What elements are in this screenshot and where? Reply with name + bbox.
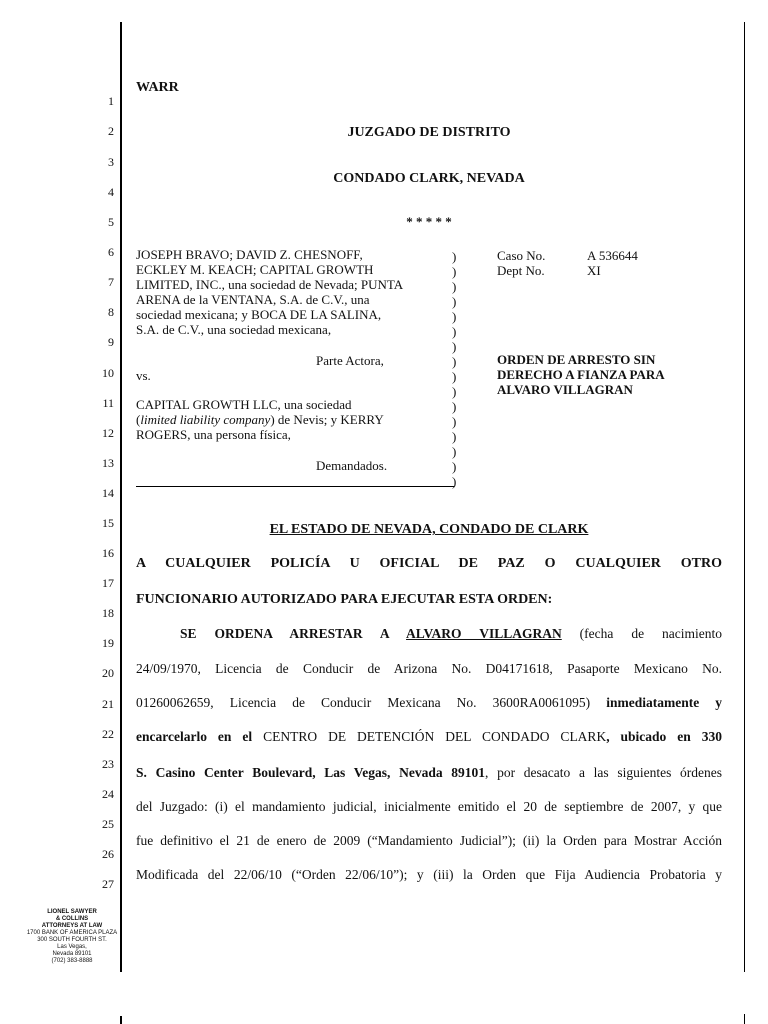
line-number: 14 xyxy=(102,486,114,500)
line-number: 18 xyxy=(102,606,114,620)
caption-paren: ) xyxy=(452,414,457,429)
firm-address-line: 300 SOUTH FOURTH ST. xyxy=(37,937,107,943)
order-paragraph-line: del Juzgado: (i) el mandamiento judicial, inicialmente emitido el 20 de septiembre de 2007, y que xyxy=(136,799,722,814)
order-title xyxy=(497,352,737,397)
dept-number-label: Dept No. xyxy=(497,263,545,278)
caption-paren: ) xyxy=(452,429,457,444)
caption-paren: ) xyxy=(452,294,457,309)
state-heading xyxy=(136,522,722,538)
state-heading-text: EL ESTADO DE NEVADA, CONDADO DE CLARK xyxy=(269,522,589,537)
order-paragraph-line xyxy=(136,686,722,720)
versus-label: vs. xyxy=(136,368,151,383)
caption-paren: ) xyxy=(452,399,457,414)
line-number: 19 xyxy=(102,636,114,650)
line-number: 6 xyxy=(108,245,114,259)
defendant-company-type: limited liability company xyxy=(140,412,271,427)
defendant-line: CAPITAL GROWTH LLC, una sociedad xyxy=(136,397,352,412)
firm-address-line: Nevada 89101 xyxy=(52,951,92,957)
order-paragraph-line xyxy=(136,720,722,754)
caption-paren: ) xyxy=(452,309,457,324)
county-name: CONDADO CLARK, NEVADA xyxy=(333,171,525,186)
line-number: 17 xyxy=(102,576,114,590)
case-number-value: A 536644 xyxy=(587,248,638,263)
order-title-line: DERECHO A FIANZA PARA xyxy=(497,367,665,382)
firm-name-line: LIONEL SAWYER xyxy=(47,909,97,915)
detention-center-name: CENTRO DE DETENCIÓN DEL CONDADO CLARK xyxy=(263,729,607,744)
caption-paren: ) xyxy=(452,279,457,294)
case-number-label: Caso No. xyxy=(497,248,546,263)
line-number: 12 xyxy=(102,426,114,440)
order-lead: SE ORDENA ARRESTAR A xyxy=(180,626,407,641)
caption-paren: ) xyxy=(452,444,457,459)
order-paragraph-line xyxy=(136,756,722,790)
line-number: 7 xyxy=(108,275,114,289)
plaintiff-line: ARENA de la VENTANA, S.A. de C.V., una xyxy=(136,292,370,307)
defendant-line-rest: ) de Nevis; y KERRY xyxy=(270,412,384,427)
address-line-1: A CUALQUIER POLICÍA U OFICIAL DE PAZ O CUALQUIER OTRO xyxy=(136,556,722,571)
line-number: 8 xyxy=(108,305,114,319)
firm-tagline: ATTORNEYS AT LAW xyxy=(41,923,103,929)
plaintiff-line: JOSEPH BRAVO; DAVID Z. CHESNOFF, xyxy=(136,247,363,262)
caption-underline xyxy=(136,486,454,487)
line-number: 20 xyxy=(102,666,114,680)
order-paragraph-line: 24/09/1970, Licencia de Conducir de Arizona No. D04171618, Pasaporte Mexicano No. xyxy=(136,661,722,676)
plaintiff-line: S.A. de C.V., una sociedad mexicana, xyxy=(136,322,332,337)
right-margin-rule-next-page xyxy=(744,1014,745,1024)
firm-phone: (702) 383-8888 xyxy=(51,958,93,964)
line-number: 25 xyxy=(102,817,114,831)
address-line-2: FUNCIONARIO AUTORIZADO PARA EJECUTAR ESTA ORDEN: xyxy=(136,592,553,607)
line-number: 21 xyxy=(102,697,114,711)
law-firm-block xyxy=(24,909,120,965)
caption-paren: ) xyxy=(452,459,457,474)
separator-stars: * * * * * xyxy=(406,214,452,229)
order-title-line: ORDEN DE ARRESTO SIN xyxy=(497,352,656,367)
plaintiffs-block xyxy=(136,247,448,337)
contempt-text: , por desacato a las siguientes órdenes xyxy=(485,765,723,780)
located-at-text: , ubicado en 330 xyxy=(606,729,722,744)
line-number: 27 xyxy=(102,877,114,891)
paren-open: ( xyxy=(136,412,141,427)
line-number: 26 xyxy=(102,847,114,861)
defendants-block xyxy=(136,397,448,442)
defendant-name: ALVARO VILLAGRAN xyxy=(406,626,562,641)
immediately-text: inmediatamente y xyxy=(606,695,723,710)
caption-paren: ) xyxy=(452,339,457,354)
caption-paren: ) xyxy=(452,324,457,339)
left-margin-rule xyxy=(120,22,122,972)
incarcerate-text: encarcelarlo en el xyxy=(136,729,264,744)
defendant-role: Demandados. xyxy=(316,458,388,473)
dept-number-value: XI xyxy=(587,263,601,278)
line-number: 15 xyxy=(102,516,114,530)
line-number: 3 xyxy=(108,155,114,169)
caption-paren: ) xyxy=(452,264,457,279)
defendant-line xyxy=(136,412,448,427)
plaintiff-role: Parte Actora, xyxy=(316,353,384,368)
line-number: 16 xyxy=(102,546,114,560)
firm-address-line: 1700 BANK OF AMERICA PLAZA xyxy=(26,930,118,936)
line-number: 1 xyxy=(108,94,114,108)
ids-text: 01260062659, Licencia de Conducir Mexicana No. 3600RA0061095) xyxy=(136,695,607,710)
plaintiff-line: sociedad mexicana; y BOCA DE LA SALINA, xyxy=(136,307,382,322)
line-number: 10 xyxy=(102,366,114,380)
caption-paren: ) xyxy=(452,249,457,264)
line-number: 9 xyxy=(108,335,114,349)
caption-paren: ) xyxy=(452,384,457,399)
document-code: WARR xyxy=(136,80,179,95)
order-paragraph-line xyxy=(136,617,722,651)
court-name: JUZGADO DE DISTRITO xyxy=(347,125,511,140)
line-number: 2 xyxy=(108,124,114,138)
plaintiff-line: ECKLEY M. KEACH; CAPITAL GROWTH xyxy=(136,262,374,277)
order-title-line: ALVARO VILLAGRAN xyxy=(497,382,633,397)
right-margin-rule xyxy=(744,22,745,972)
left-margin-rule-next-page xyxy=(120,1016,122,1024)
plaintiff-line: LIMITED, INC., una sociedad de Nevada; PUNTA xyxy=(136,277,404,292)
line-number: 5 xyxy=(108,215,114,229)
order-paragraph-line: Modificada del 22/06/10 (“Orden 22/06/10”); y (iii) la Orden que Fija Audiencia Probatoria y xyxy=(136,867,722,882)
line-number: 22 xyxy=(102,727,114,741)
line-number: 23 xyxy=(102,757,114,771)
line-number: 13 xyxy=(102,456,114,470)
line-number: 4 xyxy=(108,185,114,199)
firm-address-line: Las Vegas, xyxy=(57,944,87,950)
caption-paren: ) xyxy=(452,474,457,489)
order-paragraph-line: fue definitivo el 21 de enero de 2009 (“Mandamiento Judicial”); (ii) la Orden para Mostrar Acción xyxy=(136,833,722,848)
caption-paren: ) xyxy=(452,354,457,369)
defendant-line: ROGERS, una persona física, xyxy=(136,427,291,442)
line-number: 24 xyxy=(102,787,114,801)
firm-name-line: & COLLINS xyxy=(55,916,89,922)
birth-date-intro: (fecha de nacimiento xyxy=(561,626,722,641)
caption-paren: ) xyxy=(452,369,457,384)
detention-address: S. Casino Center Boulevard, Las Vegas, Nevada 89101 xyxy=(136,765,486,780)
line-number: 11 xyxy=(102,396,114,410)
